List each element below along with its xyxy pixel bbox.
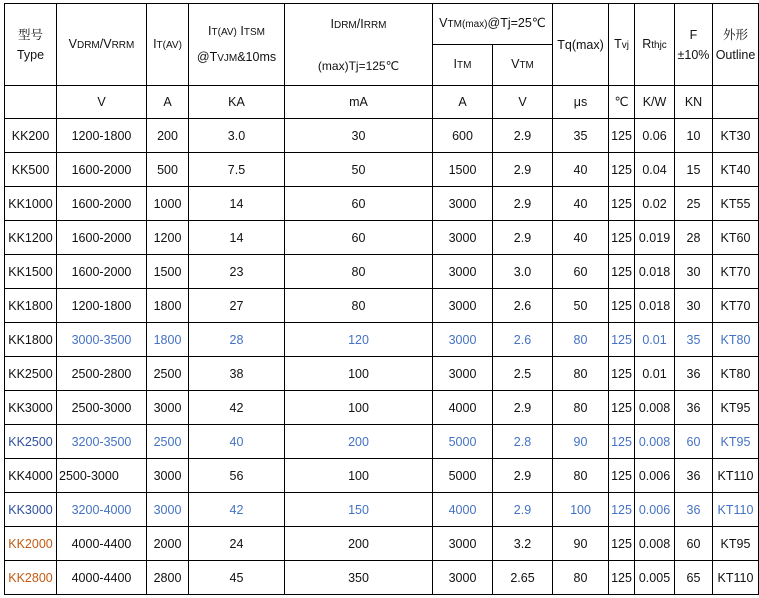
table-cell: 40 — [553, 187, 609, 221]
table-cell: 125 — [609, 153, 635, 187]
table-cell: 0.006 — [635, 459, 675, 493]
table-cell: 125 — [609, 459, 635, 493]
table-cell: 15 — [675, 153, 713, 187]
type-cell: KK1200 — [5, 221, 57, 255]
unit-cell: A — [147, 86, 189, 119]
table-cell: 2.9 — [493, 119, 553, 153]
table-cell: 500 — [147, 153, 189, 187]
table-cell: 2.9 — [493, 187, 553, 221]
table-cell: 80 — [553, 323, 609, 357]
table-cell: 25 — [675, 187, 713, 221]
header-tvj: Tvj — [609, 4, 635, 86]
table-cell: 2.5 — [493, 357, 553, 391]
type-cell: KK200 — [5, 119, 57, 153]
header-itsm: IT(AV) ITSM @TVJM&10ms — [189, 4, 285, 86]
outline-cell: KT95 — [713, 391, 759, 425]
outline-cell: KT110 — [713, 459, 759, 493]
table-cell: 14 — [189, 221, 285, 255]
table-cell: 0.008 — [635, 425, 675, 459]
table-cell: 120 — [285, 323, 433, 357]
table-cell: 80 — [285, 289, 433, 323]
table-cell: 3.2 — [493, 527, 553, 561]
table-row — [5, 289, 759, 323]
header-type-en: Type — [16, 47, 45, 62]
type-cell: KK3000 — [5, 493, 57, 527]
table-cell: 125 — [609, 425, 635, 459]
unit-cell: A — [433, 86, 493, 119]
table-cell: 4000 — [433, 391, 493, 425]
header-type-cn: 型号 — [17, 27, 43, 42]
type-cell: KK2500 — [5, 425, 57, 459]
table-cell: 2.9 — [493, 493, 553, 527]
table-cell: 2500-2800 — [57, 357, 147, 391]
table-cell: 60 — [285, 187, 433, 221]
table-cell: 24 — [189, 527, 285, 561]
unit-cell: KN — [675, 86, 713, 119]
outline-cell: KT70 — [713, 289, 759, 323]
table-cell: 0.019 — [635, 221, 675, 255]
header-idrm: IDRM/IRRM (max)Tj=125℃ — [285, 4, 433, 86]
table-cell: 125 — [609, 119, 635, 153]
table-cell: 40 — [189, 425, 285, 459]
table-row-highlighted — [5, 425, 759, 459]
table-cell: 36 — [675, 493, 713, 527]
table-row — [5, 153, 759, 187]
table-cell: 80 — [553, 459, 609, 493]
table-cell: 42 — [189, 391, 285, 425]
table-cell: 0.005 — [635, 561, 675, 595]
table-cell: 90 — [553, 527, 609, 561]
table-cell: 3000 — [433, 527, 493, 561]
unit-cell: V — [493, 86, 553, 119]
header-vtm: VTM — [493, 45, 553, 86]
table-cell: 1500 — [147, 255, 189, 289]
table-cell: 3000 — [433, 187, 493, 221]
table-cell: 42 — [189, 493, 285, 527]
table-cell: 125 — [609, 187, 635, 221]
table-cell: 0.01 — [635, 323, 675, 357]
table-cell: 125 — [609, 493, 635, 527]
header-force: F ±10% — [675, 4, 713, 86]
outline-cell: KT110 — [713, 561, 759, 595]
table-cell: 80 — [553, 391, 609, 425]
table-cell: 1000 — [147, 187, 189, 221]
table-cell: 3000 — [433, 561, 493, 595]
table-cell: 36 — [675, 391, 713, 425]
outline-cell: KT60 — [713, 221, 759, 255]
table-cell: 200 — [285, 527, 433, 561]
table-cell: 80 — [553, 357, 609, 391]
table-cell: 1600-2000 — [57, 187, 147, 221]
table-cell: 350 — [285, 561, 433, 595]
table-cell: 65 — [675, 561, 713, 595]
table-cell: 60 — [285, 221, 433, 255]
table-cell: 125 — [609, 289, 635, 323]
table-cell: 3.0 — [493, 255, 553, 289]
table-cell: 4000 — [433, 493, 493, 527]
table-cell: 1200-1800 — [57, 289, 147, 323]
table-cell: 90 — [553, 425, 609, 459]
table-cell: 125 — [609, 561, 635, 595]
outline-cell: KT40 — [713, 153, 759, 187]
table-cell: 1800 — [147, 289, 189, 323]
table-cell: 0.01 — [635, 357, 675, 391]
table-cell: 2500-3000 — [57, 391, 147, 425]
table-cell: 100 — [285, 357, 433, 391]
type-cell: KK1800 — [5, 289, 57, 323]
table-cell: 4000-4400 — [57, 561, 147, 595]
table-cell: 0.04 — [635, 153, 675, 187]
table-cell: 27 — [189, 289, 285, 323]
table-cell: 2.6 — [493, 289, 553, 323]
table-cell: 36 — [675, 459, 713, 493]
units-row — [5, 86, 759, 119]
table-cell: 30 — [675, 255, 713, 289]
header-outline: 外形 Outline — [713, 4, 759, 86]
table-cell: 100 — [285, 391, 433, 425]
table-cell: 80 — [553, 561, 609, 595]
table-cell: 200 — [147, 119, 189, 153]
table-cell: 56 — [189, 459, 285, 493]
table-row — [5, 119, 759, 153]
table-row — [5, 187, 759, 221]
outline-cell: KT80 — [713, 357, 759, 391]
table-row — [5, 357, 759, 391]
type-cell: KK3000 — [5, 391, 57, 425]
table-cell: 3000 — [433, 289, 493, 323]
unit-cell-blank — [5, 86, 57, 119]
table-cell: 35 — [675, 323, 713, 357]
table-cell: 3000 — [433, 323, 493, 357]
type-cell: KK4000 — [5, 459, 57, 493]
table-cell: 36 — [675, 357, 713, 391]
unit-cell: V — [57, 86, 147, 119]
header-itm: ITM — [433, 45, 493, 86]
table-row — [5, 255, 759, 289]
header-vdrm: VDRM/VRRM — [57, 4, 147, 86]
table-cell: 125 — [609, 391, 635, 425]
table-cell: 2500-3000 — [57, 459, 147, 493]
header-it-av: IT(AV) — [147, 4, 189, 86]
table-cell: 150 — [285, 493, 433, 527]
header-rthjc: Rthjc — [635, 4, 675, 86]
table-cell: 125 — [609, 255, 635, 289]
table-cell: 0.06 — [635, 119, 675, 153]
table-cell: 30 — [675, 289, 713, 323]
table-cell: 40 — [553, 153, 609, 187]
table-cell: 100 — [285, 459, 433, 493]
table-cell: 0.008 — [635, 391, 675, 425]
table-cell: 125 — [609, 357, 635, 391]
outline-cell: KT55 — [713, 187, 759, 221]
table-cell: 600 — [433, 119, 493, 153]
table-cell: 1500 — [433, 153, 493, 187]
table-cell: 0.006 — [635, 493, 675, 527]
table-cell: 3000 — [147, 459, 189, 493]
table-cell: 28 — [189, 323, 285, 357]
type-cell: KK2000 — [5, 527, 57, 561]
outline-cell: KT95 — [713, 425, 759, 459]
table-cell: 50 — [285, 153, 433, 187]
table-cell: 38 — [189, 357, 285, 391]
table-cell: 3.0 — [189, 119, 285, 153]
table-cell: 28 — [675, 221, 713, 255]
unit-cell: K/W — [635, 86, 675, 119]
header-tq: Tq(max) — [553, 4, 609, 86]
table-cell: 0.018 — [635, 289, 675, 323]
table-cell: 125 — [609, 323, 635, 357]
table-cell: 1200-1800 — [57, 119, 147, 153]
table-row — [5, 221, 759, 255]
type-cell: KK1500 — [5, 255, 57, 289]
unit-cell: ℃ — [609, 86, 635, 119]
table-cell: 2.6 — [493, 323, 553, 357]
table-cell: 3000 — [433, 255, 493, 289]
table-cell: 2000 — [147, 527, 189, 561]
table-cell: 0.018 — [635, 255, 675, 289]
table-cell: 1200 — [147, 221, 189, 255]
table-cell: 3200-4000 — [57, 493, 147, 527]
table-cell: 10 — [675, 119, 713, 153]
unit-cell: mA — [285, 86, 433, 119]
outline-cell: KT80 — [713, 323, 759, 357]
table-row — [5, 561, 759, 595]
thyristor-spec-table — [4, 3, 759, 595]
outline-cell: KT30 — [713, 119, 759, 153]
outline-cell: KT95 — [713, 527, 759, 561]
table-cell: 0.02 — [635, 187, 675, 221]
table-cell: 125 — [609, 527, 635, 561]
table-cell: 3000-3500 — [57, 323, 147, 357]
table-cell: 200 — [285, 425, 433, 459]
table-cell: 5000 — [433, 425, 493, 459]
unit-cell: μs — [553, 86, 609, 119]
table-cell: 125 — [609, 221, 635, 255]
type-cell: KK500 — [5, 153, 57, 187]
table-row — [5, 459, 759, 493]
table-cell: 23 — [189, 255, 285, 289]
header-row — [5, 4, 759, 45]
table-cell: 2.8 — [493, 425, 553, 459]
table-cell: 14 — [189, 187, 285, 221]
table-cell: 1600-2000 — [57, 255, 147, 289]
unit-cell-blank — [713, 86, 759, 119]
table-cell: 2.9 — [493, 221, 553, 255]
table-cell: 3200-3500 — [57, 425, 147, 459]
table-cell: 2.65 — [493, 561, 553, 595]
table-cell: 7.5 — [189, 153, 285, 187]
table-cell: 1600-2000 — [57, 153, 147, 187]
table-cell: 35 — [553, 119, 609, 153]
table-cell: 2800 — [147, 561, 189, 595]
type-cell: KK1000 — [5, 187, 57, 221]
type-cell: KK2500 — [5, 357, 57, 391]
table-cell: 40 — [553, 221, 609, 255]
table-cell: 1800 — [147, 323, 189, 357]
table-cell: 50 — [553, 289, 609, 323]
table-row — [5, 527, 759, 561]
table-cell: 3000 — [433, 221, 493, 255]
table-cell: 0.008 — [635, 527, 675, 561]
unit-cell: KA — [189, 86, 285, 119]
table-cell: 1600-2000 — [57, 221, 147, 255]
table-cell: 45 — [189, 561, 285, 595]
table-cell: 3000 — [147, 493, 189, 527]
table-cell: 2500 — [147, 425, 189, 459]
header-vtm-group: VTM(max)@Tj=25℃ — [433, 4, 553, 45]
outline-cell: KT110 — [713, 493, 759, 527]
table-cell: 30 — [285, 119, 433, 153]
table-row-highlighted — [5, 323, 759, 357]
table-cell: 3000 — [147, 391, 189, 425]
type-cell: KK1800 — [5, 323, 57, 357]
table-cell: 2500 — [147, 357, 189, 391]
table-cell: 60 — [553, 255, 609, 289]
table-row-highlighted — [5, 493, 759, 527]
table-cell: 3000 — [433, 357, 493, 391]
outline-cell: KT70 — [713, 255, 759, 289]
table-cell: 100 — [553, 493, 609, 527]
table-cell: 60 — [675, 527, 713, 561]
table-cell: 2.9 — [493, 391, 553, 425]
table-cell: 80 — [285, 255, 433, 289]
type-cell: KK2800 — [5, 561, 57, 595]
header-type — [5, 4, 57, 86]
table-cell: 2.9 — [493, 153, 553, 187]
table-row — [5, 391, 759, 425]
table-cell: 4000-4400 — [57, 527, 147, 561]
table-cell: 2.9 — [493, 459, 553, 493]
table-cell: 60 — [675, 425, 713, 459]
table-cell: 5000 — [433, 459, 493, 493]
